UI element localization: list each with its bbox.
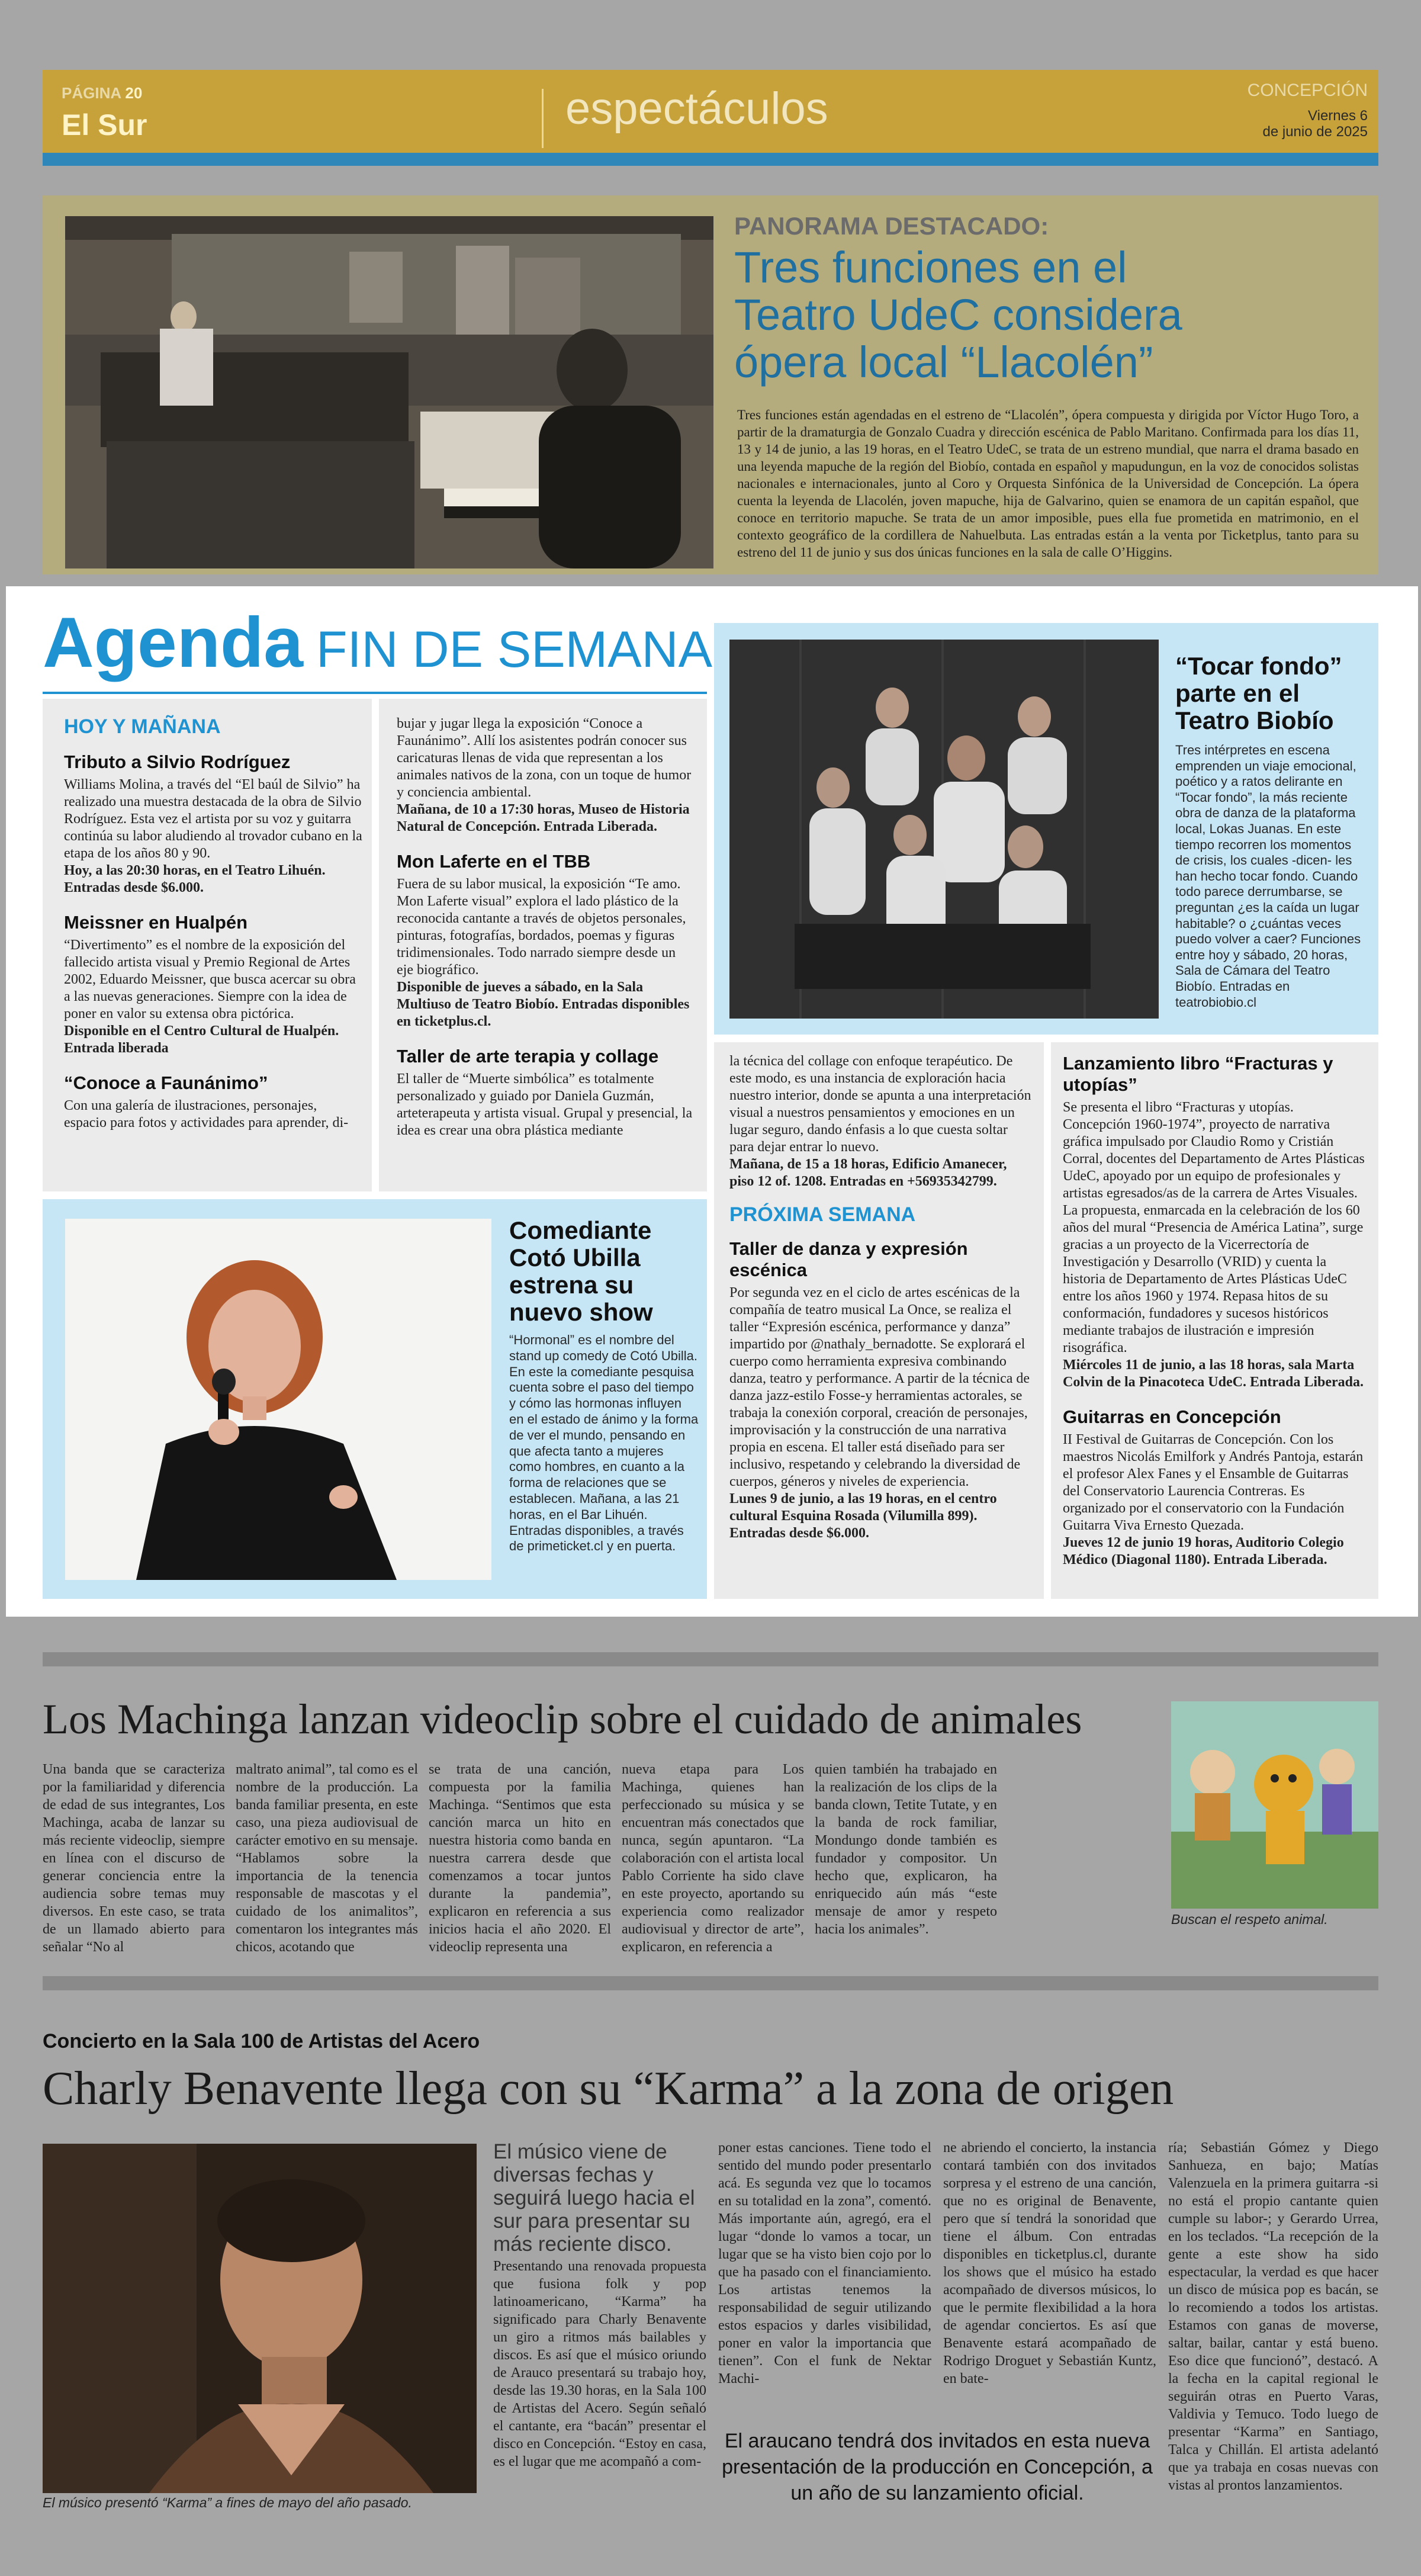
event-title: Guitarras en Concepción (1063, 1406, 1281, 1427)
event-body: Se presenta el libro “Fracturas y utopías. Concepción 1960-1974”, proyecto de narrativa gráfica impulsado por Claudio Romo y Cristián Corral, docentes del Departamento de Artes Plásticas UdeC, apoyado por un equipo de profesionales y artistas egresados/as de la carrera de Artes Visuales. La propuesta, enmarcada en la celebración de los 60 años del mural “Presencia de América Latina”, surge gracias a un proyecto de la Vicerrectoría de Investigación y Desarrollo (VRID) y cuenta la historia de Departamento de Artes Plásticas UdeC entre los años 1960 y 1974. Repasa hitos de su conformación, fundadores y sucesos históricos mediante trabajos de ilustración e impresión risográfica. (1063, 1100, 1365, 1356)
tocar-title: “Tocar fondo” parte en el Teatro Biobío (1175, 652, 1342, 734)
event-body: Fuera de su labor musical, la exposición “Te amo. Mon Laferte visual” explora el lado plástico de la reconocida cantante a través de objetos personales, pinturas, fotografías, bordados, poemas y figuras tridimensionales. Todo narrado siempre desde un eje biográfico. (397, 876, 686, 978)
masthead-rule (43, 153, 1378, 166)
event-body: “Divertimento” es el nombre de la exposición del fallecido artista visual y Premio Regional de Artes 2002, Eduardo Meissner, que busca acercar su obra a las nuevas generaciones. Siempre con la idea de poner en valor su extensa obra pictórica. (64, 937, 356, 1022)
event-details: Disponible de jueves a sábado, en la Sala Multiuso de Teatro Biobío. Entradas disponibles en ticketplus.cl. (397, 979, 690, 1029)
coto-body: “Hormonal” es el nombre del stand up comedy de Cotó Ubilla. En este la comediante pesquisa cuenta sobre el paso del tiempo y cómo las hormonas influyen en el estado de ánimo y la forma de ver el mundo, pensando en que afecta tanto a mujeres como hombres, en cuanto a la forma de relaciones que se establecen. Mañana, a las 21 horas, en el Bar Lihuén. Entradas disponibles, a través de primeticket.cl y en puerta. (509, 1332, 699, 1554)
machinga-title: Los Machinga lanzan videoclip sobre el cuidado de animales (43, 1695, 1082, 1743)
charly-col1: Presentando una renovada propuesta que fusiona folk y pop latinoamericano, “Karma” ha significado para Charly Benavente un giro a ritmos más bailables y discos. Es así que el músico oriundo de Arauco presentará su trabajo hoy, desde las 19.30 horas, en la Sala 100 de Artistas del Acero. Según señaló el cantante, era “bacán” presentar el disco en Concepción. “Estoy en casa, es el lugar que me acompañó a com- (493, 2259, 706, 2469)
charly-col4: ría; Sebastián Gómez y Diego Sanhueza, en bajo; Matías Valenzuela en la primera guitarra -si no está el propio cantante quien cumple su labor-; y Gerardo Urrea, en los teclados. “La recepción de la gente a este show ha sido espectacular, la verdad es que hacer un disco de música pop es bacán, se lo recomiendo a todos los artistas. Estamos con ganas de moverse, saltar, bailar, cantar y está bueno. Eso dice que funcionó”, destacó. A la fecha en la capital regional le seguirán otras en Puerto Varas, Valdivia y Temuco. Todo luego de presentar “Karma” en Santiago, Talca y Chillán. El artista adelantó que ya trabaja en cosas nuevas con vistas al prontos lanzamientos. (1168, 2140, 1378, 2493)
event-title: Lanzamiento libro “Fracturas y utopías” (1063, 1053, 1333, 1095)
machinga-col: maltrato animal”, tal como es el nombre de la producción. La banda familiar presenta, en este caso, una pieza audiovisual de carácter emotivo en su mensaje. “Hablamos sobre la importancia de la tenencia responsable de mascotas y el cuidado de los animalitos”, comentaron los integrantes más chicos, acotando que (236, 1762, 418, 1955)
event-details: Miércoles 11 de junio, a las 18 horas, sala Marta Colvin de la Pinacoteca UdeC. Entrada Liberada. (1063, 1357, 1364, 1390)
machinga-caption: Buscan el respeto animal. (1171, 1912, 1328, 1927)
event-details: Disponible en el Centro Cultural de Hualpén. Entrada liberada (64, 1023, 339, 1056)
opera-rehearsal-photo (65, 216, 713, 568)
event-title: Meissner en Hualpén (64, 912, 248, 933)
event-title: Mon Laferte en el TBB (397, 851, 591, 872)
event-title: Taller de arte terapia y collage (397, 1046, 659, 1067)
dancers-photo (729, 640, 1159, 1019)
event-title: Taller de danza y expresión escénica (729, 1238, 968, 1280)
charly-pullquote: El araucano tendrá dos invitados en esta nueva presentación de la producción en Concepción, a un año de su lanzamiento oficial. (722, 2430, 1153, 2504)
coto-photo (65, 1219, 491, 1580)
coto-title: Comediante Cotó Ubilla estrena su nuevo show (509, 1216, 653, 1326)
machinga-illustration (1171, 1701, 1378, 1909)
event-body: II Festival de Guitarras de Concepción. Con los maestros Nicolás Emilfork y Andrés Pantoja, estarán el profesor Alex Fanes y el Ensamble de Guitarras del Conservatorio Laurencia Contreras. Es organizado por el conservatorio con la Fundación Guitarra Viva Ernesto Quezada. (1063, 1432, 1364, 1533)
event-body: Con una galería de ilustraciones, personajes, espacio para fotos y actividades para aprender, di- (64, 1098, 349, 1130)
machinga-col: quien también ha trabajado en la realización de los clips de la banda clown, Tetite Tutate, y en la banda de rock familiar, Mondungo donde también es fundador y compositor. Un hecho que, explicaron, ha enriquecido aún más “este mensaje de amor y respeto hacia los animales”. (815, 1762, 997, 1937)
masthead-divider (542, 89, 544, 148)
machinga-col: Una banda que se caracteriza por la familiaridad y diferencia de edad de sus integrantes, Los Machinga, acaba de lanzar su más reciente videoclip, siempre en línea con el discurso de generar conciencia entre la audiencia sobre temas muy diversos. En este caso, se trata de un llamado abierto para señalar “No al (43, 1762, 225, 1955)
event-details: Jueves 12 de junio 19 horas, Auditorio Colegio Médico (Diagonal 1180). Entrada Liberada. (1063, 1535, 1344, 1568)
event-details: Mañana, de 15 a 18 horas, Edificio Amanecer, piso 12 of. 1208. Entradas en +56935342799. (729, 1157, 1007, 1189)
event-details: Mañana, de 10 a 17:30 horas, Museo de Historia Natural de Concepción. Entrada Liberada. (397, 802, 690, 834)
agenda-title: Agenda FIN DE SEMANA (43, 603, 713, 682)
event-details: Hoy, a las 20:30 horas, en el Teatro Lihuén. Entradas desde $6.000. (64, 863, 326, 895)
event-title: Tributo a Silvio Rodríguez (64, 751, 291, 772)
event-details: Lunes 9 de junio, a las 19 horas, en el centro cultural Esquina Rosada (Vilumilla 899). Entradas desde $6.000. (729, 1491, 997, 1541)
charly-caption: El músico presentó “Karma” a fines de mayo del año pasado. (43, 2495, 412, 2510)
agenda-col1 (64, 715, 363, 1132)
charly-col3: ne abriendo el concierto, la instancia contará también con dos invitados sorpresa y el estreno de una canción, que no es original de Benavente, pero que sí tendrá la sonoridad que tiene el álbum. Con entradas disponibles en ticketplus.cl, durante los shows que el músico ha estado acompañado de diversos músicos, lo que le permite flexibilidad a la hora de agendar conciertos. Es así que Benavente estará acompañado de Rodrigo Droguet y Sebastián Kuntz, en bate- (943, 2140, 1156, 2387)
machinga-col: nueva etapa para Los Machinga, quienes han perfeccionado su música y se encuentran más conectados que nunca, según apuntaron. “La colaboración con el artista local Pablo Corriente ha sido clave en este proyecto, aportando su experiencia como realizador audiovisual y director de arte”, explicaron, en referencia a (622, 1762, 804, 1955)
agenda-col4 (1063, 1053, 1365, 1569)
charly-lead: El músico viene de diversas fechas y seguirá luego hacia el sur para presentar su más reciente disco. (493, 2140, 695, 2256)
event-body: Por segunda vez en el ciclo de artes escénicas de la compañía de teatro musical La Once, se realiza el taller “Expresión escénica, performance y danza” impartido por @nathaly_bernadotte. Se explorará el cuerpo como herramienta expresiva combinando danza, teatro y performance. A partir de la técnica de danza jazz-estilo Fosse-y herramientas actorales, se trabaja la conexión corporal, creación de personajes, improvisación y la construcción de una narrativa propia en escena. El taller está diseñado para ser inclusivo, respetando y celebrando la diversidad de cuerpos, géneros y niveles de experiencia. (729, 1285, 1030, 1489)
hoy-label: HOY Y MAÑANA (64, 715, 221, 738)
panorama-kicker: PANORAMA DESTACADO: (734, 212, 1049, 240)
event-title: “Conoce a Faunánimo” (64, 1072, 268, 1093)
charly-col2: poner estas canciones. Tiene todo el sentido del mundo poder presentarlo acá. Es segunda vez que lo tocamos en su totalidad en la zona”, comentó. Más importante aún, agregó, era el lugar “donde lo vamos a tocar, un lugar que se ha visto bien cojo por lo que ha pasado con el financiamiento. Los artistas tenemos la responsabilidad de seguir utilizando estos espacios y darles visibilidad, poner en valor la importancia que tienen”. Con el funk de Nektar Machi- (718, 2140, 931, 2387)
agenda-rule (43, 692, 707, 694)
city-label: CONCEPCIÓN (1247, 81, 1368, 100)
tocar-body: Tres intérpretes en escena emprenden un viaje emocional, poético y a ratos delirante en “Tocar fondo”, la más reciente obra de danza de la plataforma local, Lokas Juanas. En este tiempo recorren los momentos de crisis, los cuales -dicen- les han hecho tocar fondo. Cuando todo parece derrumbarse, se preguntan ¿es la caída un lugar habitable? o ¿cuántas veces puedo volver a caer? Funciones entre hoy y sábado, 20 horas, Sala de Cámara del Teatro Biobío. Entradas en teatrobiobio.cl (1175, 743, 1361, 1010)
panorama-body: Tres funciones están agendadas en el estreno de “Llacolén”, ópera compuesta y dirigida por Víctor Hugo Toro, a partir de la dramaturgia de Gonzalo Cuadra y dirección escénica de Pablo Maritano. Confirmada para los días 11, 13 y 14 de junio, a las 19 horas, en el Teatro UdeC, se trata de un estreno mundial, que narra el drama basado en una leyenda mapuche de la región del Biobío, contada en español y mapudungun, en la voz de conocidos solistas nacionales e internacionales, junto al Coro y Orquesta Sinfónica de la Universidad de Concepción. La ópera cuenta la leyenda de Llacolén, joven mapuche, hija de Galvarino, quien se enamora de un capitán español, que conoce en territorio mapuche. Se trata de un amor imposible, pues ella fue prometida en matrimonio, en el contexto geográfico de la cordillera de Nahuelbuta. Las entradas están a la venta por Ticketplus, tanto para su estreno del 11 de junio y sus dos únicas funciones en la sala de calle O’Higgins. (737, 407, 1359, 560)
event-body: El taller de “Muerte simbólica” es totalmente personalizado y guiado por Daniela Guzmán, arteterapeuta y artista visual. Grupal y presencial, la idea es crear una obra plástica mediante (397, 1071, 693, 1138)
page-label: PÁGINA 20 (62, 84, 143, 102)
agenda-col3 (729, 1053, 1031, 1542)
proxima-label: PRÓXIMA SEMANA (729, 1203, 916, 1226)
paper-name: El Sur (62, 108, 147, 142)
charly-kicker: Concierto en la Sala 100 de Artistas del Acero (43, 2030, 480, 2053)
event-body: la técnica del collage con enfoque terapéutico. De este modo, es una instancia de exploración hacia nuestro interior, donde se apunta a una interpretación visual a nuestros pensamientos y emociones en un lugar seguro, dando énfasis a lo que cuesta soltar para dejar entrar lo nuevo. (729, 1053, 1031, 1155)
section-divider (43, 1652, 1378, 1666)
agenda-col2 (397, 715, 696, 1139)
charly-title: Charly Benavente llega con su “Karma” a la zona de origen (43, 2063, 1174, 2115)
event-body: bujar y jugar llega la exposición “Conoce a Faunánimo”. Allí los asistentes podrán conocer sus caricaturas llenas de vida que representan a los animales nativos de la zona, con un toque de humor y conciencia ambiental. (397, 716, 692, 800)
section-title: espectáculos (565, 83, 828, 134)
charly-photo (43, 2144, 477, 2493)
date-label: Viernes 6 de junio de 2025 (1262, 108, 1368, 140)
section-divider (43, 1976, 1378, 1990)
event-body: Williams Molina, a través del “El baúl de Silvio” ha realizado una muestra destacada de la obra de Silvio Rodríguez. Esta vez el artista por su voz y guitarra continúa su labor aludiendo al trovador cubano en la etapa de los años 80 y 90. (64, 777, 362, 861)
machinga-col: se trata de una canción, compuesta por la familia Machinga. “Sentimos que esta canción marca un hito en nuestra historia como banda en nuestra carrera desde que comenzamos a tocar juntos durante la pandemia”, explicaron en referencia a sus inicios hacia el año 2020. El videoclip representa una (429, 1762, 611, 1955)
panorama-title: Tres funciones en el Teatro UdeC considera ópera local “Llacolén” (734, 243, 1182, 387)
